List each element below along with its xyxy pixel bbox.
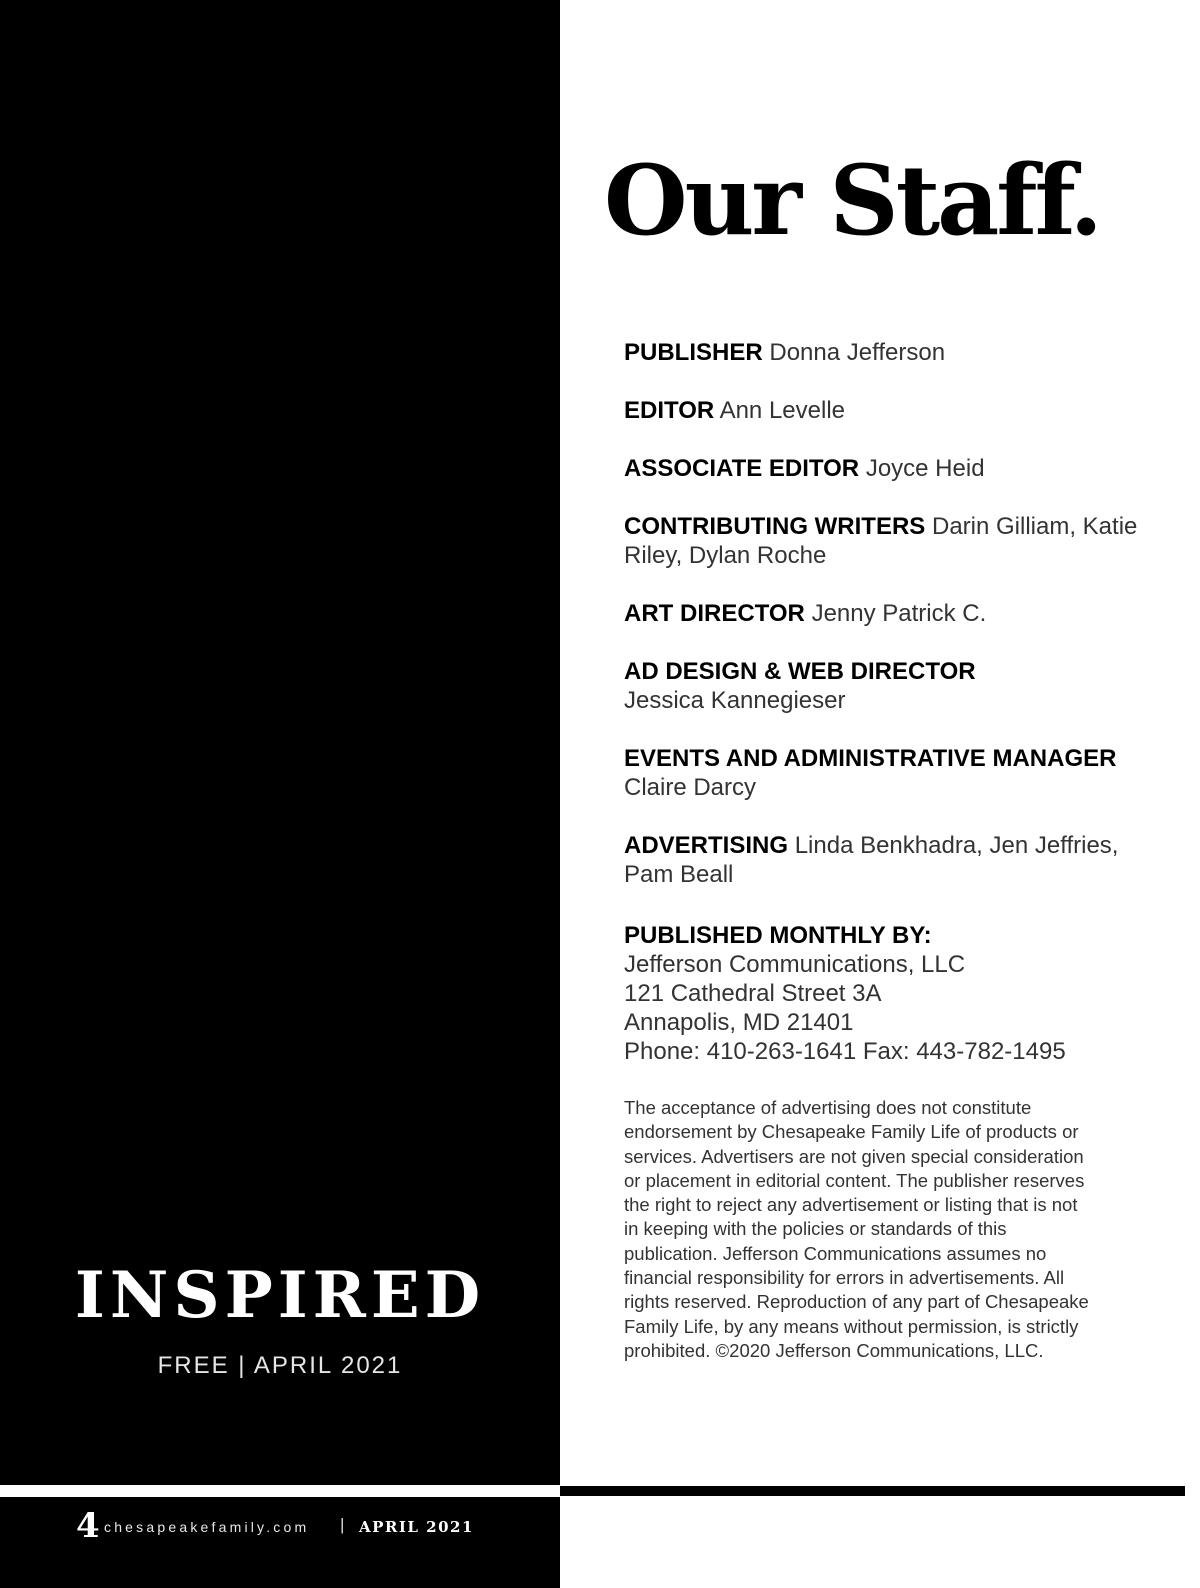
publisher-city: Annapolis, MD 21401 — [624, 1009, 854, 1036]
publisher-heading: PUBLISHED MONTHLY BY: — [624, 922, 932, 949]
staff-entry-ad-design-web-director — [624, 657, 1174, 715]
staff-role: AD DESIGN & WEB DIRECTOR — [624, 658, 976, 685]
staff-list — [624, 338, 1174, 918]
publisher-info — [624, 921, 1184, 1066]
staff-entry-associate-editor — [624, 454, 1174, 483]
staff-name: Claire Darcy — [624, 774, 757, 801]
staff-role: ART DIRECTOR — [624, 600, 805, 627]
publisher-phone-fax: Phone: 410-263-1641 Fax: 443-782-1495 — [624, 1038, 1066, 1065]
staff-entry-editor — [624, 396, 1174, 425]
staff-name: Linda Benkhadra, Jen Jeffries, Pam Beall — [624, 832, 1119, 888]
staff-name: Jenny Patrick C. — [811, 600, 987, 627]
staff-name: Ann Levelle — [719, 397, 846, 424]
staff-name: Joyce Heid — [865, 455, 985, 482]
footer-separator: | — [340, 1515, 345, 1534]
page-title: Our Staff. — [604, 144, 1100, 257]
staff-role: ADVERTISING — [624, 832, 789, 859]
bottom-rule — [560, 1486, 1185, 1496]
brand-wordmark: INSPIRED — [74, 1258, 486, 1333]
staff-role: EDITOR — [624, 397, 715, 424]
staff-entry-publisher — [624, 338, 1174, 367]
left-black-panel — [0, 0, 560, 1485]
staff-role: ASSOCIATE EDITOR — [624, 455, 860, 482]
publisher-company: Jefferson Communications, LLC — [624, 951, 966, 978]
legal-disclaimer: The acceptance of advertising does not constitute endorsement by Chesapeake Family Life of products or services. Advertisers are not given special consideration or placement in editorial content. The publisher reserves the right to reject any advertisement or listing that is not in keeping with the policies or standards of this publication. Jefferson Communications assumes no financial responsibility for errors in advertisements. All rights reserved. Reproduction of any part of Chesapeake Family Life, by any means without permission, is strictly prohibited. ©2020 Jefferson Communications, LLC. — [624, 1097, 1089, 1361]
staff-entry-art-director — [624, 599, 1174, 628]
staff-entry-events-admin-manager — [624, 744, 1174, 802]
issue-line: FREE | APRIL 2021 — [157, 1352, 403, 1379]
staff-name: Jessica Kannegieser — [624, 687, 846, 714]
staff-role: CONTRIBUTING WRITERS — [624, 513, 926, 540]
footer-issue-date: APRIL 2021 — [359, 1518, 474, 1536]
page-number: 4 — [76, 1506, 100, 1546]
staff-entry-advertising — [624, 831, 1174, 889]
staff-name: Darin Gilliam, Katie Riley, Dylan Roche — [624, 513, 1138, 569]
staff-role: PUBLISHER — [624, 339, 763, 366]
footer-site-link[interactable]: chesapeakefamily.com — [104, 1519, 310, 1535]
staff-name: Donna Jefferson — [769, 339, 946, 366]
page-footer — [0, 1497, 560, 1588]
staff-entry-contributing-writers — [624, 512, 1174, 570]
publisher-street: 121 Cathedral Street 3A — [624, 980, 882, 1007]
staff-role: EVENTS AND ADMINISTRATIVE MANAGER — [624, 745, 1117, 772]
